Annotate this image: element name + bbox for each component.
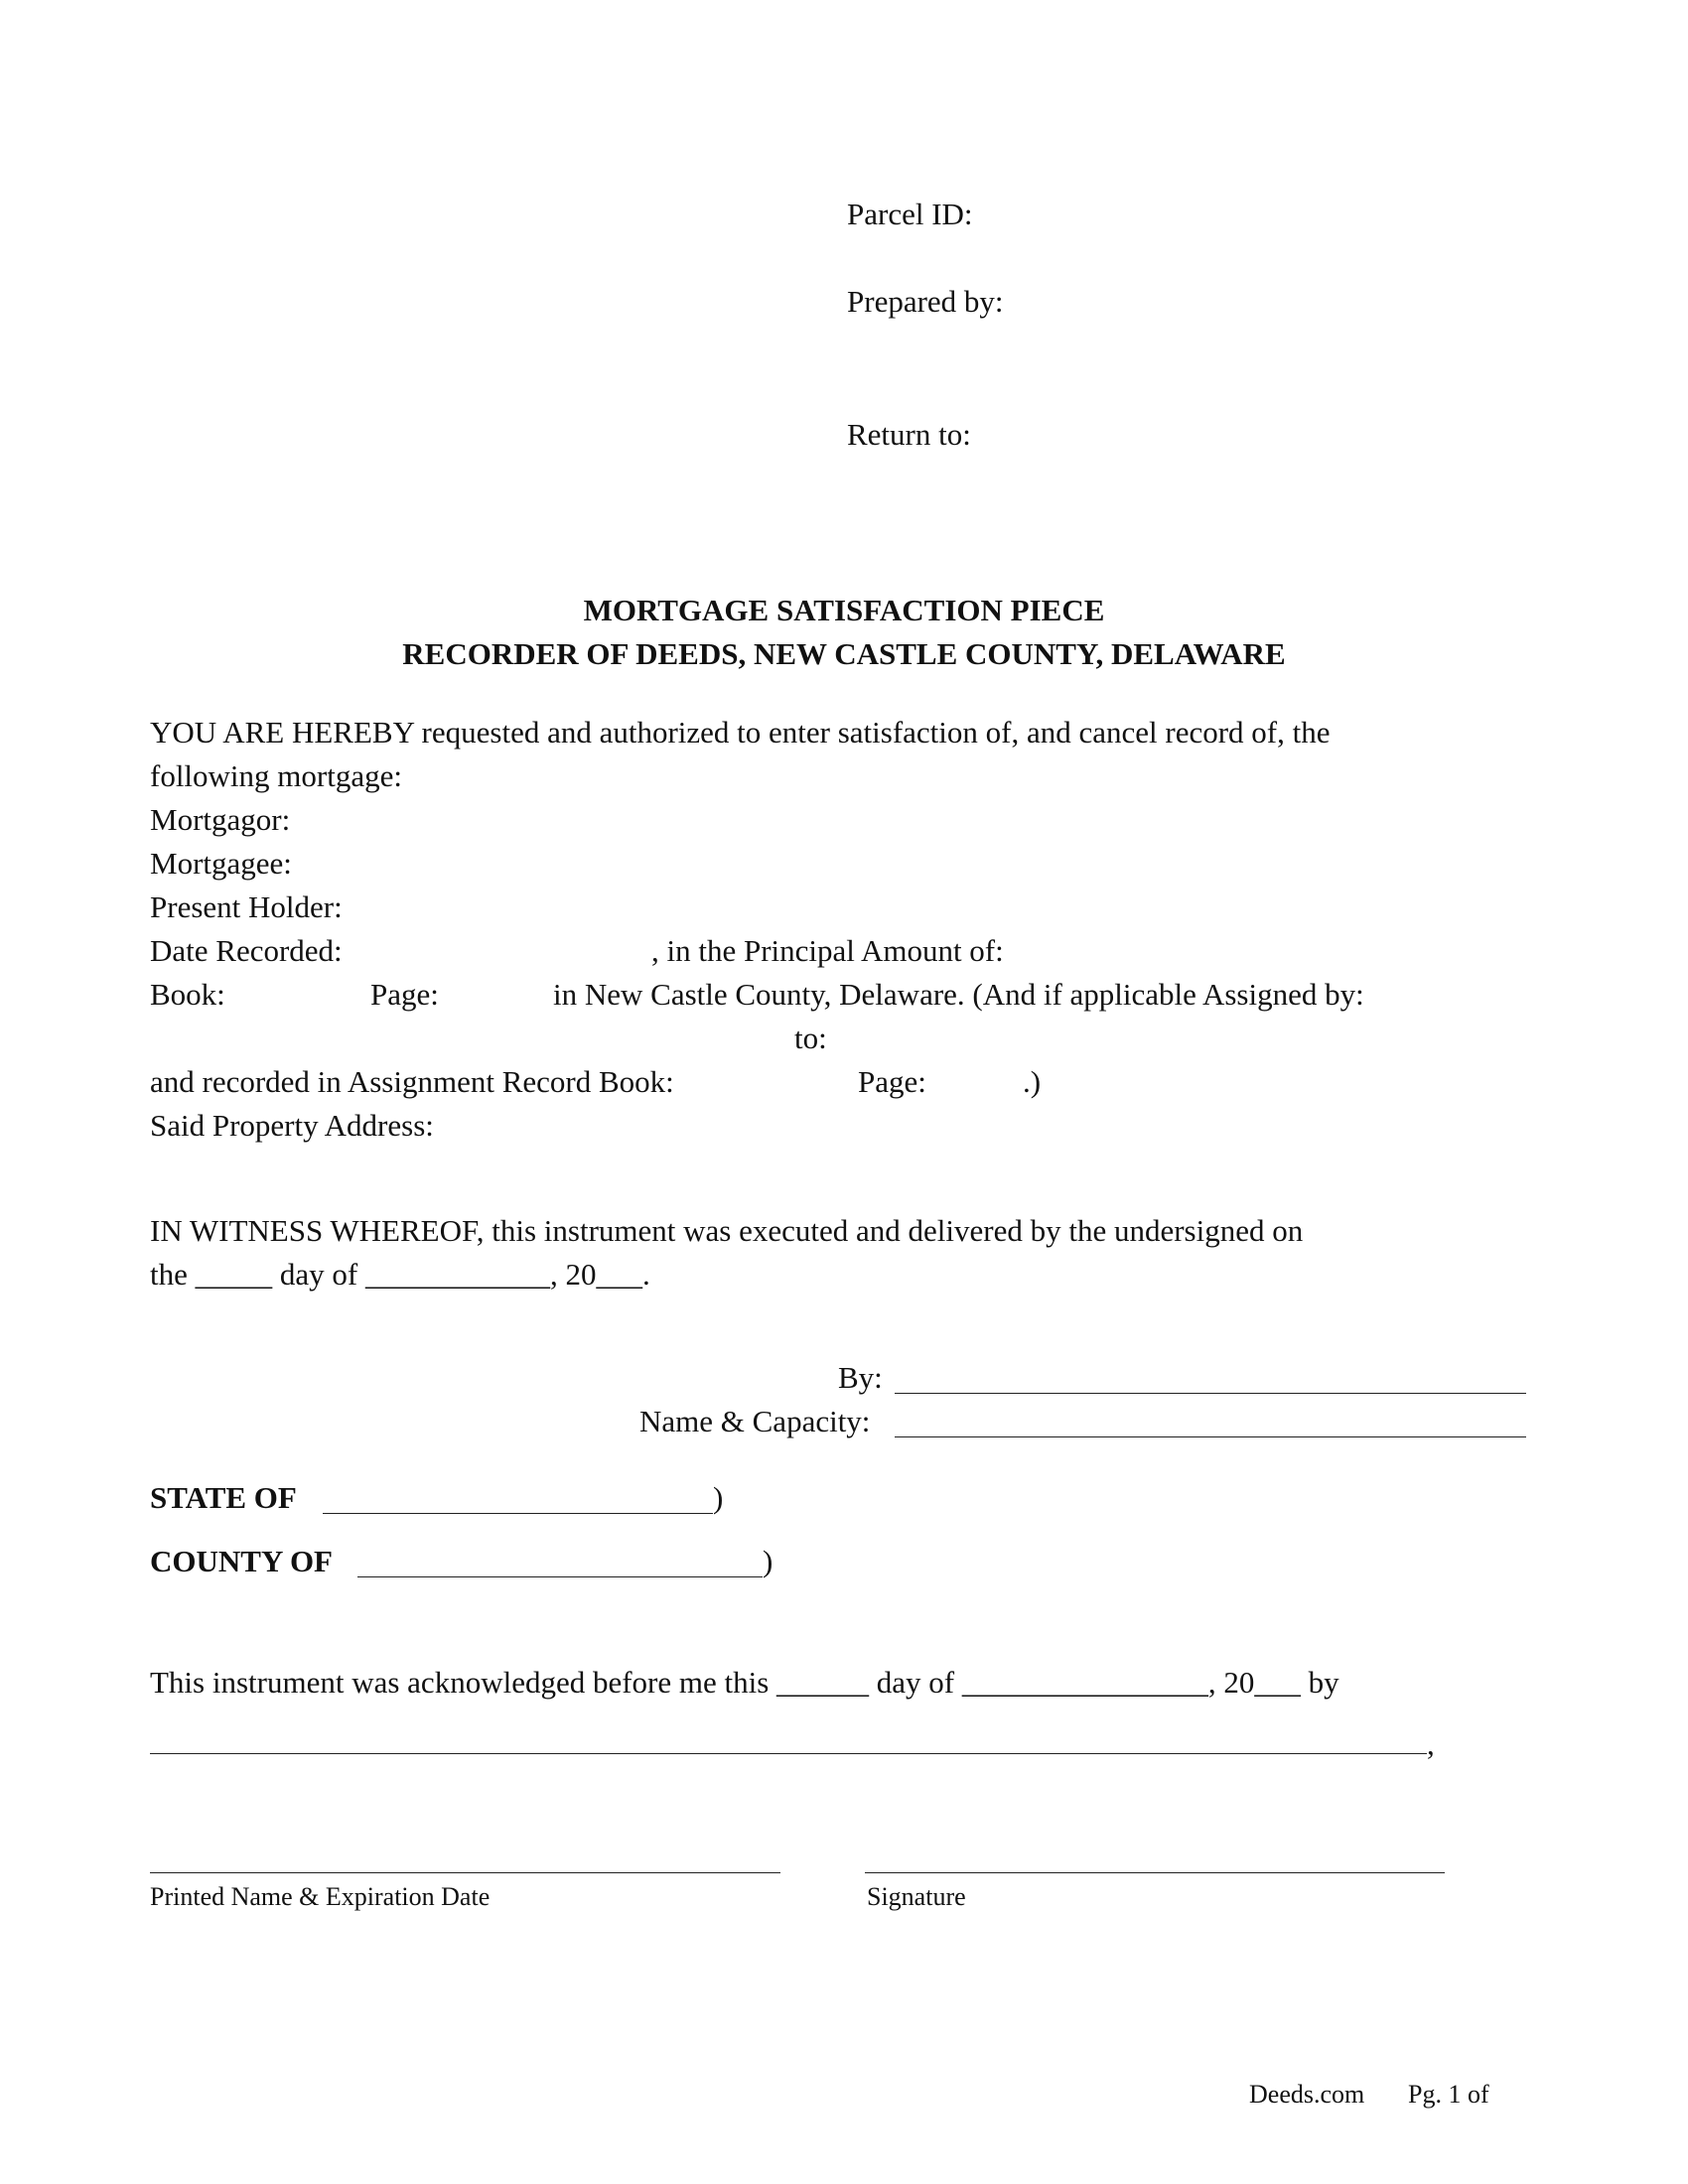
date-recorded-label: Date Recorded: bbox=[150, 933, 343, 968]
assignment-page-label: Page: bbox=[858, 1064, 926, 1099]
county-of-line bbox=[357, 1576, 763, 1577]
name-capacity-label: Name & Capacity: bbox=[639, 1404, 871, 1438]
present-holder-label: Present Holder: bbox=[150, 889, 343, 924]
by-label: By: bbox=[838, 1360, 883, 1395]
property-address-label: Said Property Address: bbox=[150, 1108, 434, 1143]
printed-name-line bbox=[150, 1872, 780, 1873]
printed-name-label: Printed Name & Expiration Date bbox=[150, 1882, 491, 1911]
footer-page-number: Pg. 1 of bbox=[1408, 2080, 1489, 2109]
notary-signature-line bbox=[865, 1872, 1445, 1873]
intro-line-2: following mortgage: bbox=[150, 758, 402, 793]
acknowledged-by-comma: , bbox=[1427, 1726, 1435, 1761]
prepared-by-label: Prepared by: bbox=[847, 284, 1004, 319]
page-label: Page: bbox=[370, 977, 439, 1012]
state-of-paren: ) bbox=[713, 1480, 724, 1515]
state-of-line bbox=[323, 1513, 713, 1514]
intro-line-1: YOU ARE HEREBY requested and authorized to enter satisfaction of, and cancel record of, the bbox=[150, 715, 1331, 750]
witness-line-1: IN WITNESS WHEREOF, this instrument was executed and delivered by the undersigned on bbox=[150, 1213, 1304, 1248]
county-of-label: COUNTY OF bbox=[150, 1544, 333, 1578]
witness-line-2: the _____ day of ____________, 20___. bbox=[150, 1257, 650, 1292]
acknowledged-by-line bbox=[150, 1753, 1427, 1754]
mortgagor-label: Mortgagor: bbox=[150, 802, 291, 837]
assignment-book-label: and recorded in Assignment Record Book: bbox=[150, 1064, 674, 1099]
footer-site: Deeds.com bbox=[1249, 2080, 1365, 2109]
county-of-paren: ) bbox=[763, 1544, 774, 1578]
by-signature-line bbox=[895, 1393, 1526, 1394]
document-title: MORTGAGE SATISFACTION PIECE bbox=[583, 593, 1105, 627]
assignment-close: .) bbox=[1023, 1064, 1042, 1099]
acknowledgment-line: This instrument was acknowledged before me this ______ day of ________________, 20___ by bbox=[150, 1665, 1339, 1700]
book-label: Book: bbox=[150, 977, 225, 1012]
principal-amount-label: , in the Principal Amount of: bbox=[651, 933, 1004, 968]
parcel-id-label: Parcel ID: bbox=[847, 197, 973, 231]
mortgagee-label: Mortgagee: bbox=[150, 846, 292, 881]
name-capacity-line bbox=[895, 1436, 1526, 1437]
return-to-label: Return to: bbox=[847, 417, 971, 452]
assigned-to-label: to: bbox=[794, 1021, 827, 1055]
state-of-label: STATE OF bbox=[150, 1480, 297, 1515]
county-assigned-text: in New Castle County, Delaware. (And if applicable Assigned by: bbox=[553, 977, 1364, 1012]
document-subtitle: RECORDER OF DEEDS, NEW CASTLE COUNTY, DELAWARE bbox=[402, 636, 1286, 671]
notary-signature-label: Signature bbox=[867, 1882, 966, 1911]
